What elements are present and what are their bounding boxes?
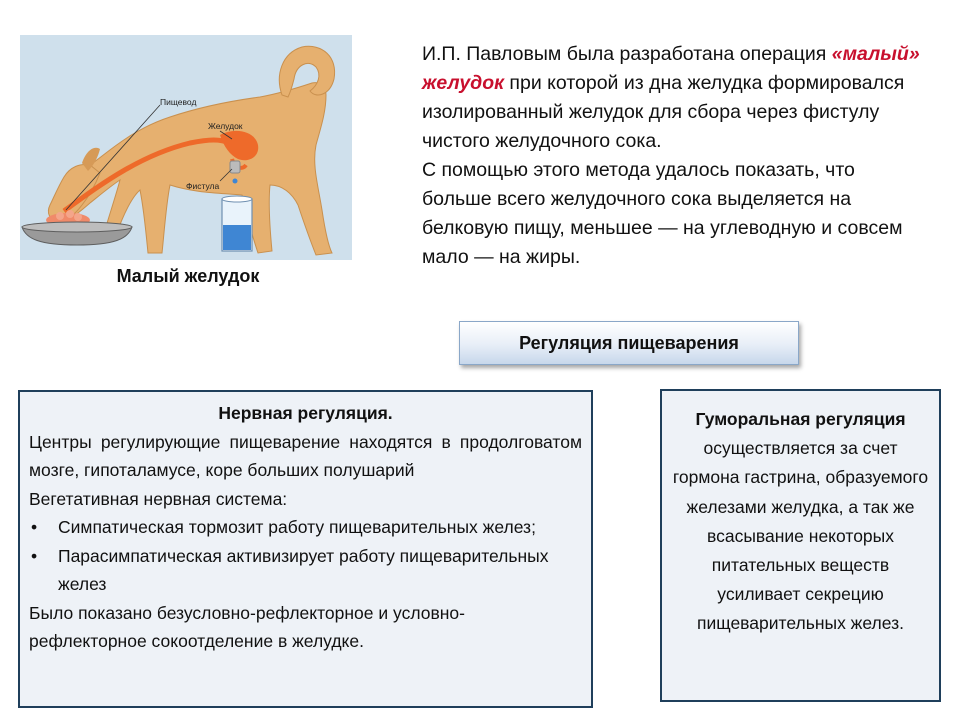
small-stomach-highlight: «малый» желудок — [422, 43, 920, 94]
intro-paragraph-1 — [422, 40, 922, 156]
humoral-text: осуществляется за счет гормона гастрина, образуемого железами желудка, а так же всасывание некоторых питательных веществ усиливает секрецию пищеварительных желез. — [672, 438, 929, 634]
pavlov-dog-diagram — [20, 35, 352, 260]
bullet-text: Парасимпатическая активизирует работу пищеварительных желез — [58, 545, 549, 594]
list-item — [29, 513, 582, 542]
regulation-header-label: Регуляция пищеварения — [519, 332, 739, 353]
list-item — [29, 542, 582, 599]
bullet-icon: • — [31, 545, 38, 566]
reflex-secretion-text: Было показано безусловно-рефлекторное и условно-рефлекторное сокоотделение в желудке. — [29, 602, 465, 651]
autonomic-system-text: Вегетативная нервная система: — [29, 488, 288, 509]
collecting-glass — [222, 196, 252, 251]
nervous-regulation-box — [18, 390, 593, 708]
dog-illustration — [20, 35, 352, 260]
intro-lead: И.П. Павловым была разработана операция — [422, 43, 827, 65]
humoral-regulation-box — [660, 389, 941, 702]
esophagus-label: Пищевод — [160, 97, 197, 107]
stomach-label: Желудок — [208, 121, 243, 131]
nervous-centers-text: Центры регулирующие пищеварение находятся в продолговатом мозге, гипоталамусе, коре больших полушарий — [29, 431, 582, 480]
drop — [233, 179, 238, 184]
fistula-label: Фистула — [186, 181, 220, 191]
regulation-header-box — [459, 321, 799, 365]
bullet-icon: • — [31, 517, 38, 537]
nervous-title: Нервная регуляция. — [218, 403, 393, 423]
intro-text — [422, 40, 922, 272]
humoral-title: Гуморальная регуляция — [695, 409, 906, 429]
figure-caption: Малый желудок — [116, 266, 260, 286]
bullet-text: Симпатическая тормозит работу пищеварительных желез; — [58, 517, 536, 537]
intro-paragraph-2: С помощью этого метода удалось показать, что больше всего желудочного сока выделяется на белковую пищу, меньшее — на углеводную и совсем мало — на жиры. — [422, 159, 903, 268]
nervous-bullet-list — [29, 513, 582, 599]
fistula-tube — [230, 161, 240, 173]
intro-rest: при которой из дна желудка формировался изолированный желудок для сбора через фистулу чистого желудочного сока. — [422, 72, 905, 152]
